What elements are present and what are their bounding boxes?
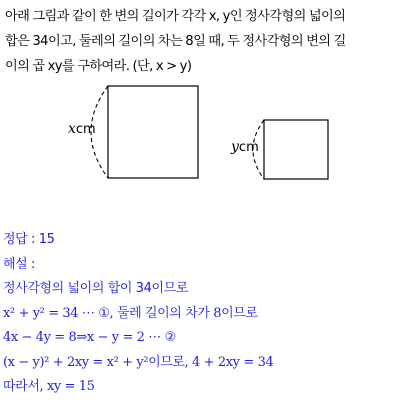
solution-line-1: 정사각형의 넓이의 합이 34이므로 xyxy=(3,281,188,296)
small-square-label-unit: cm xyxy=(238,140,259,155)
problem-line-2: 합은 34이고, 둘레의 길이의 차는 8일 때, 두 정사각형의 변의 길 xyxy=(5,34,346,49)
large-square-label xyxy=(68,121,96,137)
solution-line-5: 따라서, xy = 15 xyxy=(3,379,95,394)
problem-line-3: 이의 곱 xy를 구하여라. (단, x > y) xyxy=(5,59,192,74)
large-square xyxy=(108,86,198,178)
explanation-heading: 해설 : xyxy=(3,256,36,272)
small-square-label xyxy=(231,139,259,155)
solution-line-2: x² + y² = 34 ⋯ ①, 둘레 길이의 차가 8이므로 xyxy=(3,305,258,321)
solution-line-3: 4x − 4y = 8⇒x − y = 2 ⋯ ② xyxy=(3,330,176,345)
small-square-label-var: y xyxy=(231,139,239,155)
solution-line-4: (x − y)² + 2xy = x² + y²이므로, 4 + 2xy = 34 xyxy=(3,354,274,370)
large-square-label-unit: cm xyxy=(75,122,96,137)
large-square-label-var: x xyxy=(68,121,76,137)
small-square xyxy=(264,120,328,179)
problem-line-1: 아래 그림과 같이 한 변의 길이가 각각 x, y인 정사각형의 넓이의 xyxy=(5,9,346,24)
answer-line: 정답 : 15 xyxy=(3,232,55,247)
solution-block xyxy=(3,228,399,400)
